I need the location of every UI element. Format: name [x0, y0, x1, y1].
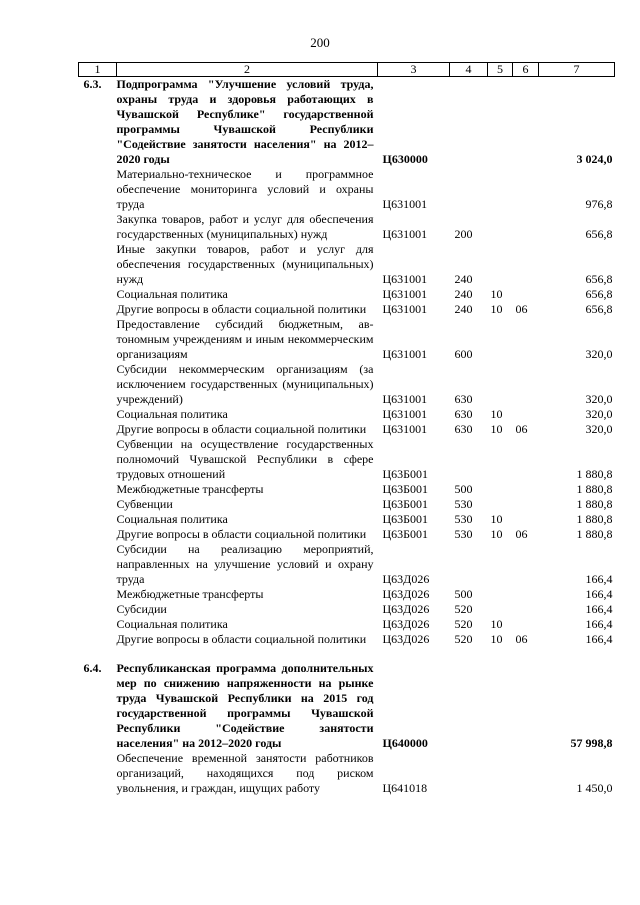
row-number: [79, 632, 117, 647]
table-row: [79, 302, 615, 317]
row-amount: 1 880,8: [576, 482, 613, 496]
row-number: [79, 437, 117, 482]
row-description: Субсидии на реализацию мероприятий, направленных на улучшение условий и охрану труда: [116, 542, 374, 586]
row-amount: 166,4: [585, 632, 613, 646]
row-section: 10: [490, 302, 503, 316]
row-section: [488, 497, 513, 512]
row-amount: 3 024,0: [576, 152, 613, 166]
row-description: Социальная политика: [116, 512, 228, 526]
row-expense-type: 520: [454, 602, 473, 616]
row-description: Межбюджетные трансферты: [116, 482, 264, 496]
row-amount: 1 880,8: [576, 467, 613, 481]
row-expense-type: 530: [454, 527, 473, 541]
row-description: Субвенции на осуществление государственных полномочий Чувашской Республики в сфере трудовых отношений: [116, 437, 374, 481]
row-target-article: Ц63Б001: [382, 512, 429, 526]
page-number: 200: [310, 35, 330, 50]
row-target-article: Ц641018: [382, 781, 428, 795]
row-section: [488, 482, 513, 497]
row-section: 10: [490, 287, 503, 301]
row-target-article: Ц63Б001: [382, 497, 429, 511]
row-expense-type: [450, 751, 488, 796]
row-description: Социальная политика: [116, 617, 228, 631]
row-target-article: Ц63Б001: [382, 482, 429, 496]
row-amount: 1 450,0: [576, 781, 613, 795]
row-description: Субсидии: [116, 602, 167, 616]
row-amount: 166,4: [585, 572, 613, 586]
row-description: Другие вопросы в области социальной политики: [116, 632, 367, 646]
table-row: [79, 242, 615, 287]
table-row: [79, 407, 615, 422]
row-subsection: [513, 437, 539, 482]
row-number: [79, 212, 117, 242]
table-row: [79, 497, 615, 512]
row-section: [488, 242, 513, 287]
row-description: Иные закупки товаров, работ и услуг для обеспечения государственных (муниципальных) нужд: [116, 242, 374, 286]
row-amount: 656,8: [585, 287, 613, 301]
row-target-article: Ц640000: [382, 736, 428, 750]
row-number: [79, 527, 117, 542]
row-description: Подпрограмма "Улучшение условий труда, охраны труда и здоровья работающих в Чувашской Республике" государственной программы Чувашской Республики "Содействие занятости населения" на 2012–2020 годы: [116, 77, 374, 166]
row-number: [79, 407, 117, 422]
header-cell-2: 2: [117, 63, 378, 77]
row-target-article: Ц630000: [382, 152, 428, 166]
row-amount: 1 880,8: [576, 512, 613, 526]
table-row: [79, 632, 615, 647]
row-description: Обеспечение временной занятости работников организаций, находящихся под риском увольнения, и граждан, ищущих работу: [116, 751, 374, 795]
row-subsection: 06: [515, 422, 528, 436]
row-expense-type: 240: [454, 287, 473, 301]
row-number: [79, 302, 117, 317]
table-row: [79, 362, 615, 407]
row-section: [488, 751, 513, 796]
row-section: 10: [490, 407, 503, 421]
row-target-article: Ц63Б001: [382, 527, 429, 541]
row-subsection: [513, 602, 539, 617]
row-section: [488, 167, 513, 212]
row-description: Предоставление субсидий бюджетным, автономным учреждениям и иным некоммерческим организациям: [116, 317, 374, 361]
row-amount: 320,0: [585, 407, 613, 421]
row-target-article: Ц631001: [382, 197, 428, 211]
row-section: 10: [490, 512, 503, 526]
row-expense-type: 630: [454, 407, 473, 421]
row-amount: 1 880,8: [576, 497, 613, 511]
row-amount: 166,4: [585, 617, 613, 631]
program-row: [79, 77, 615, 168]
row-number: [79, 287, 117, 302]
row-subsection: 06: [515, 527, 528, 541]
table-row: [79, 512, 615, 527]
row-number: [79, 167, 117, 212]
row-amount: 57 998,8: [570, 736, 613, 750]
row-amount: 1 880,8: [576, 527, 613, 541]
row-subsection: [513, 407, 539, 422]
row-target-article: Ц63Д026: [382, 572, 430, 586]
row-expense-type: 530: [454, 512, 473, 526]
row-expense-type: [450, 437, 488, 482]
row-section: [488, 212, 513, 242]
row-target-article: Ц631001: [382, 227, 428, 241]
row-number: [79, 317, 117, 362]
row-description: Субвенции: [116, 497, 173, 511]
row-amount: 976,8: [585, 197, 613, 211]
row-section: [488, 542, 513, 587]
row-amount: 166,4: [585, 602, 613, 616]
row-subsection: [513, 751, 539, 796]
row-description: Социальная политика: [116, 287, 228, 301]
header-cell-4: 4: [450, 63, 488, 77]
row-expense-type: 240: [454, 302, 473, 316]
table-row: [79, 617, 615, 632]
row-amount: 320,0: [585, 347, 613, 361]
row-amount: 166,4: [585, 587, 613, 601]
row-section: 10: [490, 632, 503, 646]
row-description: Межбюджетные трансферты: [116, 587, 264, 601]
row-amount: 320,0: [585, 422, 613, 436]
row-subsection: [513, 512, 539, 527]
program-row: [79, 661, 615, 751]
row-amount: 656,8: [585, 272, 613, 286]
row-target-article: Ц631001: [382, 347, 428, 361]
row-subsection: [513, 482, 539, 497]
row-number: [79, 751, 117, 796]
row-subsection: [513, 77, 539, 168]
row-subsection: [513, 661, 539, 751]
row-target-article: Ц63Д026: [382, 602, 430, 616]
row-expense-type: 630: [454, 422, 473, 436]
row-expense-type: [450, 77, 488, 168]
row-number: [79, 497, 117, 512]
row-description: Республиканская программа дополнительных мер по снижению напряженности на рынке труда Чувашской Республики на 2015 год государственной программы Чувашской Республики "Содействие занятости населения" на 2012–2020 годы: [116, 661, 374, 750]
table-row: [79, 751, 615, 796]
table-row: [79, 317, 615, 362]
row-section: [488, 602, 513, 617]
table-row: [79, 587, 615, 602]
row-description: Материально-техническое и программное обеспечение мониторинга условий и охраны труда: [116, 167, 374, 211]
row-subsection: [513, 362, 539, 407]
row-description: Закупка товаров, работ и услуг для обеспечения государственных (муниципальных) нужд: [116, 212, 374, 241]
header-cell-5: 5: [488, 63, 513, 77]
row-subsection: 06: [515, 632, 528, 646]
row-subsection: 06: [515, 302, 528, 316]
row-target-article: Ц631001: [382, 407, 428, 421]
row-target-article: Ц63Б001: [382, 467, 429, 481]
row-number: [79, 422, 117, 437]
table-row: [79, 422, 615, 437]
row-number: 6.4.: [83, 661, 102, 675]
row-expense-type: 520: [454, 632, 473, 646]
row-subsection: [513, 497, 539, 512]
row-number: [79, 617, 117, 632]
row-expense-type: [450, 542, 488, 587]
row-number: [79, 512, 117, 527]
row-subsection: [513, 542, 539, 587]
header-cell-3: 3: [378, 63, 450, 77]
table-row: [79, 527, 615, 542]
row-expense-type: 530: [454, 497, 473, 511]
row-target-article: Ц631001: [382, 422, 428, 436]
table-row: [79, 542, 615, 587]
table-row: [79, 167, 615, 212]
row-subsection: [513, 617, 539, 632]
row-expense-type: 600: [454, 347, 473, 361]
row-description: Субсидии некоммерческим организациям (за исключением государственных (муниципальных) учреждений): [116, 362, 374, 406]
header-cell-6: 6: [513, 63, 539, 77]
row-target-article: Ц63Д026: [382, 617, 430, 631]
table-row: [79, 287, 615, 302]
row-section: [488, 437, 513, 482]
spacer-cell: [79, 647, 615, 661]
row-expense-type: [450, 167, 488, 212]
row-section: [488, 661, 513, 751]
row-section: [488, 77, 513, 168]
row-target-article: Ц631001: [382, 287, 428, 301]
header-cell-1: 1: [79, 63, 117, 77]
row-target-article: Ц63Д026: [382, 632, 430, 646]
row-description: Социальная политика: [116, 407, 228, 421]
row-section: 10: [490, 617, 503, 631]
table-row: [79, 602, 615, 617]
row-expense-type: 630: [454, 392, 473, 406]
row-target-article: Ц631001: [382, 302, 428, 316]
row-section: [488, 317, 513, 362]
row-number: [79, 602, 117, 617]
row-section: [488, 587, 513, 602]
row-target-article: Ц63Д026: [382, 587, 430, 601]
spacer-row: [79, 647, 615, 661]
row-subsection: [513, 167, 539, 212]
row-expense-type: 500: [454, 587, 473, 601]
row-subsection: [513, 587, 539, 602]
row-expense-type: 500: [454, 482, 473, 496]
table-row: [79, 437, 615, 482]
row-target-article: Ц631001: [382, 392, 428, 406]
table-row: [79, 482, 615, 497]
row-number: [79, 242, 117, 287]
row-expense-type: 240: [454, 272, 473, 286]
row-amount: 656,8: [585, 227, 613, 241]
row-description: Другие вопросы в области социальной политики: [116, 527, 367, 541]
row-subsection: [513, 317, 539, 362]
row-amount: 320,0: [585, 392, 613, 406]
row-number: [79, 542, 117, 587]
row-number: 6.3.: [83, 77, 102, 91]
row-description: Другие вопросы в области социальной политики: [116, 302, 367, 316]
row-subsection: [513, 287, 539, 302]
row-section: 10: [490, 422, 503, 436]
row-number: [79, 587, 117, 602]
row-section: 10: [490, 527, 503, 541]
row-amount: 656,8: [585, 302, 613, 316]
row-subsection: [513, 242, 539, 287]
row-number: [79, 482, 117, 497]
budget-table: [78, 62, 615, 796]
row-description: Другие вопросы в области социальной политики: [116, 422, 367, 436]
row-expense-type: 520: [454, 617, 473, 631]
row-number: [79, 362, 117, 407]
row-expense-type: 200: [454, 227, 473, 241]
row-subsection: [513, 212, 539, 242]
table-row: [79, 212, 615, 242]
row-target-article: Ц631001: [382, 272, 428, 286]
row-section: [488, 362, 513, 407]
header-row: [79, 63, 615, 77]
row-expense-type: [450, 661, 488, 751]
header-cell-7: 7: [539, 63, 615, 77]
